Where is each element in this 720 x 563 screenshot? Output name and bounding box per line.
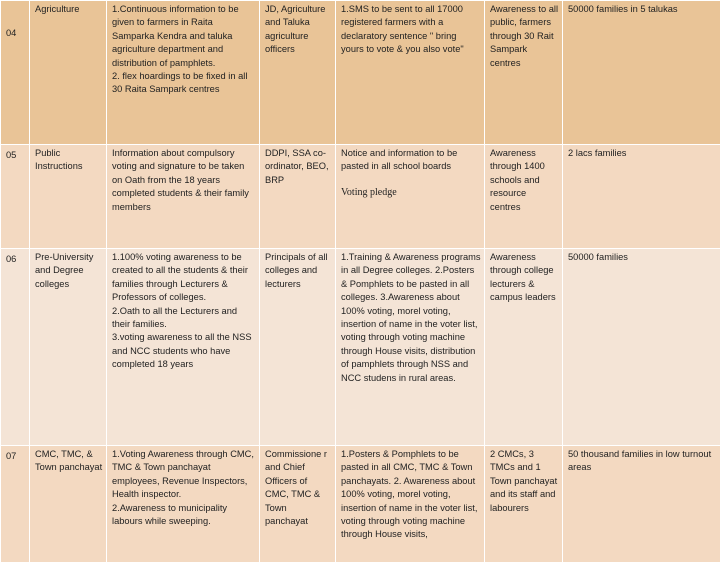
table-row bbox=[1, 446, 720, 563]
target-group-cell: Public Instructions bbox=[30, 145, 107, 249]
voting-pledge-text: Voting pledge bbox=[341, 186, 481, 199]
row-number: 06 bbox=[1, 249, 30, 446]
activity-line: 2.Oath to all the Lecturers and their families. bbox=[112, 305, 256, 332]
table-row bbox=[1, 249, 720, 446]
reach-cell: 50000 families bbox=[563, 249, 720, 446]
responsible-cell: Principals of all colleges and lecturers bbox=[260, 249, 336, 446]
responsible-cell: JD, Agriculture and Taluka agriculture officers bbox=[260, 1, 336, 145]
activity-line: 2.Awareness to municipality labours while sweeping. bbox=[112, 502, 256, 529]
reach-cell: 50000 families in 5 talukas bbox=[563, 1, 720, 145]
method-text: Notice and information to be pasted in all school boards bbox=[341, 147, 481, 174]
reach-cell: 50 thousand families in low turnout areas bbox=[563, 446, 720, 563]
outcome-cell: Awareness through 1400 schools and resource centres bbox=[485, 145, 563, 249]
target-group-cell: Pre-University and Degree colleges bbox=[30, 249, 107, 446]
activity-line: 3.voting awareness to all the NSS and NCC students who have completed 18 years bbox=[112, 331, 256, 371]
method-cell: 1.Training & Awareness programs in all Degree colleges. 2.Posters & Pomphlets to be pasted in all colleges. 3.Awareness about 100% voting, morel voting, insertion of name in the voter list, voting through voting machine through House visits, distribution of pamphlets through NSS and NCC studens in rural areas. bbox=[336, 249, 485, 446]
method-cell: 1.SMS to be sent to all 17000 registered farmers with a declaratory sentence " bring yours to vote & you also vote" bbox=[336, 1, 485, 145]
responsible-cell: Commissione r and Chief Officers of CMC, TMC & Town panchayat bbox=[260, 446, 336, 563]
activity-line: 2. flex hoardings to be fixed in all 30 Raita Sampark centres bbox=[112, 70, 256, 97]
reach-cell: 2 lacs families bbox=[563, 145, 720, 249]
activity-line: 1.Continuous information to be given to farmers in Raita Samparka Kendra and taluka agriculture department and distribution of pamphlets. bbox=[112, 3, 256, 70]
activity-cell bbox=[107, 1, 260, 145]
row-number: 05 bbox=[1, 145, 30, 249]
activity-cell bbox=[107, 446, 260, 563]
row-number: 07 bbox=[1, 446, 30, 563]
activity-cell bbox=[107, 249, 260, 446]
target-group-cell: Agriculture bbox=[30, 1, 107, 145]
outcome-cell: Awareness to all public, farmers through 30 Rait Sampark centres bbox=[485, 1, 563, 145]
table-row bbox=[1, 145, 720, 249]
outcome-cell: 2 CMCs, 3 TMCs and 1 Town panchayat and its staff and labourers bbox=[485, 446, 563, 563]
row-number: 04 bbox=[1, 1, 30, 145]
target-group-cell: CMC, TMC, & Town panchayat bbox=[30, 446, 107, 563]
responsible-cell: DDPI, SSA co-ordinator, BEO, BRP bbox=[260, 145, 336, 249]
method-cell bbox=[336, 145, 485, 249]
activity-cell bbox=[107, 145, 260, 249]
outcome-cell: Awareness through college lecturers & campus leaders bbox=[485, 249, 563, 446]
activity-line: 1.100% voting awareness to be created to all the students & their families through Lecturers & Professors of colleges. bbox=[112, 251, 256, 305]
method-cell: 1.Posters & Pomphlets to be pasted in all CMC, TMC & Town panchayats. 2. Awareness about 100% voting, morel voting, insertion of name in the voter list, voting through voting machine through House visits, bbox=[336, 446, 485, 563]
activity-line: Information about compulsory voting and signature to be taken on Oath from the 18 years completed students & their family members bbox=[112, 147, 256, 214]
table-row bbox=[1, 1, 720, 145]
activity-line: 1.Voting Awareness through CMC, TMC & Town panchayat employees, Revenue Inspectors, Health inspector. bbox=[112, 448, 256, 502]
